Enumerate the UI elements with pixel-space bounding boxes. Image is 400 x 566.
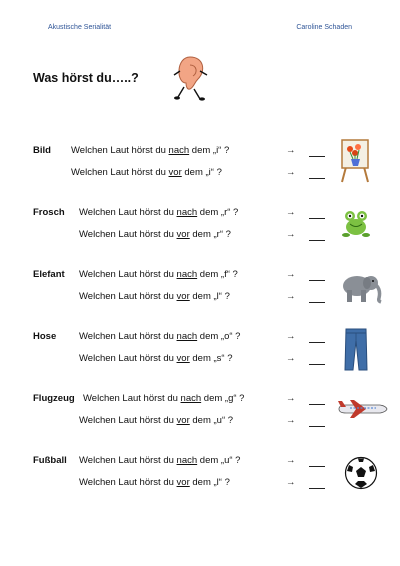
question-vor: Welchen Laut hörst du vor dem „r“ ? xyxy=(79,229,231,240)
word-elefant: Elefant xyxy=(33,269,65,280)
question-nach: Welchen Laut hörst du nach dem „r“ ? xyxy=(79,207,239,218)
word-fussball: Fußball xyxy=(33,455,67,466)
arrow-icon: → xyxy=(286,477,296,488)
arrow-icon: → xyxy=(286,455,296,466)
arrow-icon: → xyxy=(286,207,296,218)
answer-blank[interactable] xyxy=(309,302,325,303)
ear-icon xyxy=(172,53,210,101)
arrow-icon: → xyxy=(286,291,296,302)
answer-blank[interactable] xyxy=(309,342,325,343)
question-nach: Welchen Laut hörst du nach dem „i“ ? xyxy=(71,145,230,156)
answer-blank[interactable] xyxy=(309,156,325,157)
answer-blank[interactable] xyxy=(309,426,325,427)
arrow-icon: → xyxy=(286,353,296,364)
question-vor: Welchen Laut hörst du vor dem „l“ ? xyxy=(79,477,230,488)
arrow-icon: → xyxy=(286,393,296,404)
jeans-icon xyxy=(344,327,368,371)
question-nach: Welchen Laut hörst du nach dem „g“ ? xyxy=(83,393,245,404)
answer-blank[interactable] xyxy=(309,280,325,281)
question-vor: Welchen Laut hörst du vor dem „s“ ? xyxy=(79,353,233,364)
question-nach: Welchen Laut hörst du nach dem „u“ ? xyxy=(79,455,241,466)
answer-blank[interactable] xyxy=(309,404,325,405)
frog-icon xyxy=(341,208,371,238)
question-vor: Welchen Laut hörst du vor dem „i“ ? xyxy=(71,167,222,178)
football-icon xyxy=(344,456,378,490)
header-left: Akustische Serialität xyxy=(48,24,112,31)
word-bild: Bild xyxy=(33,145,51,156)
question-nach: Welchen Laut hörst du nach dem „f“ ? xyxy=(79,269,238,280)
airplane-icon xyxy=(336,398,388,420)
arrow-icon: → xyxy=(286,269,296,280)
answer-blank[interactable] xyxy=(309,364,325,365)
answer-blank[interactable] xyxy=(309,466,325,467)
answer-blank[interactable] xyxy=(309,488,325,489)
word-hose: Hose xyxy=(33,331,57,342)
arrow-icon: → xyxy=(286,167,296,178)
answer-blank[interactable] xyxy=(309,240,325,241)
arrow-icon: → xyxy=(286,145,296,156)
arrow-icon: → xyxy=(286,229,296,240)
arrow-icon: → xyxy=(286,331,296,342)
word-flugzeug: Flugzeug xyxy=(33,393,75,404)
page-title: Was hörst du…..? xyxy=(33,71,139,85)
answer-blank[interactable] xyxy=(309,178,325,179)
word-frosch: Frosch xyxy=(33,207,65,218)
question-nach: Welchen Laut hörst du nach dem „o“ ? xyxy=(79,331,241,342)
header-right: Caroline Schaden xyxy=(296,24,352,31)
arrow-icon: → xyxy=(286,415,296,426)
question-vor: Welchen Laut hörst du vor dem „u“ ? xyxy=(79,415,234,426)
answer-blank[interactable] xyxy=(309,218,325,219)
question-vor: Welchen Laut hörst du vor dem „l“ ? xyxy=(79,291,230,302)
easel-flowers-icon xyxy=(338,137,372,183)
elephant-icon xyxy=(341,272,383,304)
